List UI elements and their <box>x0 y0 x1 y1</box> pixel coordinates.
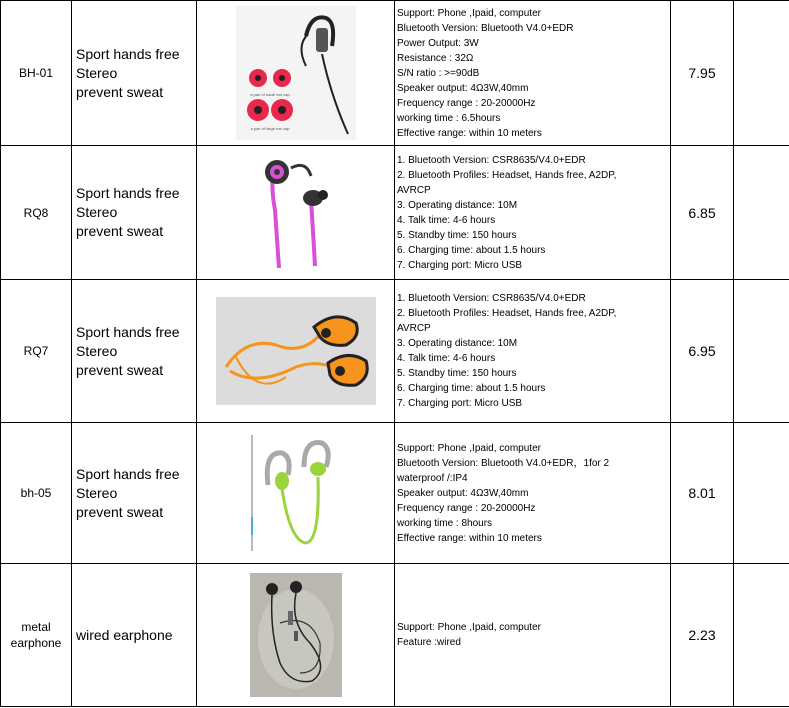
description-line: Stereo <box>76 484 118 501</box>
spec-cell <box>395 280 671 423</box>
spec-line: Effective range: within 10 meters <box>397 532 542 544</box>
bh05-earphone-photo <box>246 431 346 555</box>
spec-line: 3. Operating distance: 10M <box>397 338 518 349</box>
empty-cell <box>734 1 789 146</box>
image-cell <box>197 423 395 564</box>
spec-line: Feature :wired <box>397 637 461 648</box>
spec-line: 2. Bluetooth Profiles: Headset, Hands free, A2DP, <box>397 169 617 181</box>
price-value: 7.95 <box>688 65 716 81</box>
price-value: 6.85 <box>688 204 716 221</box>
bh01-earphone-photo <box>236 6 356 140</box>
model-label: BH-01 <box>18 66 53 80</box>
price-cell <box>671 564 734 707</box>
spec-line: 4. Talk time: 4-6 hours <box>397 214 496 226</box>
table-row <box>1 423 789 564</box>
spec-line: Speaker output: 4Ω3W,40mm <box>397 82 529 94</box>
spec-line: 1. Bluetooth Version: CSR8635/V4.0+EDR <box>397 293 586 304</box>
price-value: 6.95 <box>688 343 716 359</box>
spec-line: 4. Talk time: 4-6 hours <box>397 353 496 364</box>
rq8-earphone-photo <box>251 150 341 275</box>
description-cell <box>72 280 197 423</box>
description-line: prevent sweat <box>76 503 164 520</box>
spec-line: working time : 8hours <box>397 517 493 529</box>
spec-line: 6. Charging time: about 1.5 hours <box>397 383 546 394</box>
spec-line: 7. Charging port: Micro USB <box>397 398 523 409</box>
price-cell <box>671 280 734 423</box>
spec-line: working time : 6.5hours <box>397 112 501 124</box>
image-cell <box>197 146 395 280</box>
spec-line: Support: Phone ,Ipaid, computer <box>397 622 541 633</box>
spec-line: 5. Standby time: 150 hours <box>397 368 517 379</box>
spec-cell <box>395 146 671 280</box>
model-cell <box>1 423 72 564</box>
spec-line: Frequency range : 20-20000Hz <box>397 502 536 514</box>
spec-line: Support: Phone ,Ipaid, computer <box>397 7 541 19</box>
spec-cell <box>395 564 671 707</box>
description-cell <box>72 423 197 564</box>
model-cell <box>1 564 72 707</box>
image-cell <box>197 1 395 146</box>
spec-line: AVRCP <box>397 323 431 334</box>
description-line: Stereo <box>76 64 118 81</box>
spec-line: Bluetooth Version: Bluetooth V4.0+EDR，1for 2 <box>397 457 610 469</box>
description-line: Sport hands free <box>76 45 180 62</box>
image-cell <box>197 280 395 423</box>
description-line: Sport hands free <box>76 323 180 340</box>
metal-earphone-photo <box>250 573 342 697</box>
caption-small-ear-cap: a pair of small ear cap <box>249 92 290 97</box>
price-value: 2.23 <box>688 627 716 643</box>
spec-line: 2. Bluetooth Profiles: Headset, Hands free, A2DP, <box>397 308 617 319</box>
spec-line: 5. Standby time: 150 hours <box>397 229 517 241</box>
description-line: wired earphone <box>76 626 173 643</box>
spec-line: Effective range: within 10 meters <box>397 127 542 139</box>
description-cell <box>72 146 197 280</box>
model-label: metal <box>21 620 51 634</box>
model-label: earphone <box>10 636 62 650</box>
spec-line: waterproof /:IP4 <box>397 472 468 484</box>
spec-line: AVRCP <box>397 184 431 196</box>
description-line: prevent sweat <box>76 83 164 100</box>
price-cell <box>671 423 734 564</box>
empty-cell <box>734 280 789 423</box>
table-row <box>1 564 789 707</box>
description-line: Stereo <box>76 204 118 220</box>
description-line: Sport hands free <box>76 185 180 201</box>
spec-line: 3. Operating distance: 10M <box>397 199 518 211</box>
description-line: prevent sweat <box>76 223 164 239</box>
model-cell <box>1 146 72 280</box>
table-row <box>1 280 789 423</box>
description-line: Stereo <box>76 342 118 359</box>
description-cell <box>72 564 197 707</box>
description-line: prevent sweat <box>76 361 164 378</box>
price-value: 8.01 <box>688 485 716 501</box>
spec-line: 7. Charging port: Micro USB <box>397 259 523 271</box>
empty-cell <box>734 423 789 564</box>
empty-cell <box>734 564 789 707</box>
spec-line: S/N ratio : >=90dB <box>397 67 480 79</box>
spec-line: Bluetooth Version: Bluetooth V4.0+EDR <box>397 22 574 34</box>
spec-line: Support: Phone ,Ipaid, computer <box>397 442 541 454</box>
image-cell <box>197 564 395 707</box>
spec-line: 1. Bluetooth Version: CSR8635/V4.0+EDR <box>397 154 586 166</box>
rq7-earphone-photo <box>216 297 376 405</box>
spec-cell <box>395 1 671 146</box>
table-row <box>1 146 789 280</box>
spec-cell <box>395 423 671 564</box>
table-row <box>1 1 789 146</box>
price-cell <box>671 1 734 146</box>
model-label: bh-05 <box>20 486 52 500</box>
spec-line: Speaker output: 4Ω3W,40mm <box>397 487 529 499</box>
spec-line: Power Output: 3W <box>397 37 479 49</box>
price-cell <box>671 146 734 280</box>
model-label: RQ8 <box>23 205 49 220</box>
model-label: RQ7 <box>23 344 49 358</box>
model-cell <box>1 1 72 146</box>
spec-line: 6. Charging time: about 1.5 hours <box>397 244 546 256</box>
description-cell <box>72 1 197 146</box>
description-line: Sport hands free <box>76 465 180 482</box>
caption-large-ear-cap: a pair of large ear cap <box>250 126 289 131</box>
spec-line: Frequency range : 20-20000Hz <box>397 97 536 109</box>
spec-line: Resistance : 32Ω <box>397 52 474 64</box>
empty-cell <box>734 146 789 280</box>
model-cell <box>1 280 72 423</box>
